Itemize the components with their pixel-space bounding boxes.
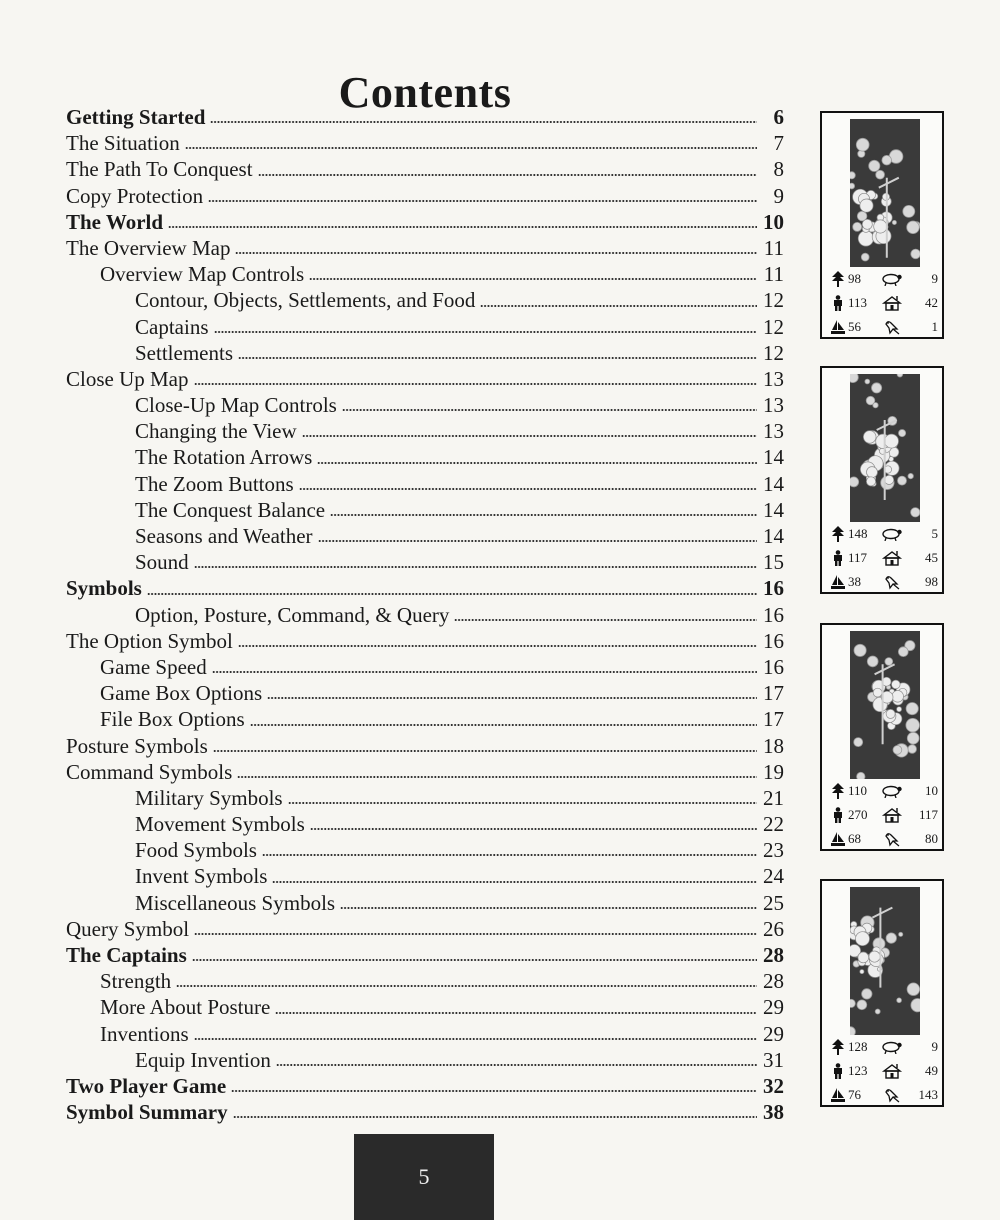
toc-entry-title: Contour, Objects, Settlements, and Food — [135, 288, 476, 313]
toc-entry-page: 38 — [763, 1100, 784, 1125]
minimap-panel — [820, 366, 944, 594]
man-icon — [828, 1063, 848, 1079]
toc-entry — [66, 418, 784, 444]
toc-entry-title: Option, Posture, Command, & Query — [135, 602, 450, 627]
minimap-panel — [820, 111, 944, 339]
toc-entry — [66, 497, 784, 523]
toc-leader-dots — [276, 1063, 757, 1067]
toc-entry — [66, 916, 784, 942]
toc-entry-title: Command Symbols — [66, 759, 233, 784]
stats-block — [828, 267, 940, 339]
toc-leader-dots — [214, 330, 758, 334]
stat-value: 10 — [925, 783, 938, 798]
stat-value: 113 — [848, 295, 868, 310]
toc-leader-dots — [208, 199, 757, 203]
tree-icon — [828, 1039, 848, 1055]
toc-entry-title: Equip Invention — [135, 1047, 271, 1072]
stat-value: 128 — [848, 1039, 868, 1054]
toc-leader-dots — [480, 304, 757, 308]
toc-entry — [66, 785, 784, 811]
stat-value: 76 — [848, 1087, 861, 1102]
toc-entry-title: File Box Options — [100, 707, 245, 732]
toc-entry-title: Settlements — [135, 340, 233, 365]
toc-leader-dots — [272, 880, 757, 884]
toc-entry-page: 13 — [763, 419, 784, 444]
toc-entry-page: 9 — [773, 183, 784, 208]
toc-entry — [66, 235, 784, 261]
minimap-panel — [820, 879, 944, 1107]
bird-icon — [880, 574, 904, 590]
toc-leader-dots — [147, 592, 757, 596]
stats-block — [828, 779, 940, 851]
toc-leader-dots — [176, 984, 757, 988]
toc-entry-page: 25 — [763, 890, 784, 915]
stat-value: 143 — [918, 1087, 938, 1102]
toc-leader-dots — [168, 225, 757, 229]
toc-leader-dots — [235, 251, 757, 255]
stat-value: 123 — [848, 1063, 868, 1078]
toc-entry-title: Game Speed — [100, 654, 207, 679]
toc-entry-title: Captains — [135, 314, 209, 339]
toc-entry-title: The Conquest Balance — [135, 497, 326, 522]
toc-entry-page: 14 — [763, 497, 784, 522]
toc-entry — [66, 183, 784, 209]
toc-entry-title: The Path To Conquest — [66, 157, 253, 182]
stat-row — [828, 522, 940, 546]
toc-entry-title: Food Symbols — [135, 838, 257, 863]
tree-icon — [828, 783, 848, 799]
stat-value: 117 — [918, 807, 938, 822]
toc-leader-dots — [194, 382, 758, 386]
toc-entry-page: 28 — [763, 969, 784, 994]
toc-entry — [66, 156, 784, 182]
toc-leader-dots — [454, 618, 757, 622]
toc-entry — [66, 1047, 784, 1073]
toc-leader-dots — [258, 173, 757, 177]
toc-leader-dots — [238, 644, 757, 648]
toc-entry-page: 12 — [763, 340, 784, 365]
toc-leader-dots — [185, 146, 757, 150]
toc-entry-page: 29 — [763, 995, 784, 1020]
toc-entry — [66, 811, 784, 837]
toc-entry-page: 22 — [763, 812, 784, 837]
stat-value: 98 — [848, 271, 861, 286]
house-icon — [880, 295, 904, 311]
stat-row — [828, 779, 940, 803]
stats-block — [828, 522, 940, 594]
man-icon — [828, 550, 848, 566]
toc-entry-title: Military Symbols — [135, 785, 283, 810]
stat-value: 110 — [848, 783, 868, 798]
toc-entry — [66, 628, 784, 654]
toc-entry-title: The Situation — [66, 131, 180, 156]
toc-entry-title: Two Player Game — [66, 1073, 227, 1098]
toc-entry-page: 19 — [763, 759, 784, 784]
toc-leader-dots — [210, 120, 757, 124]
toc-entry — [66, 994, 784, 1020]
toc-leader-dots — [250, 723, 757, 727]
stat-value: 68 — [848, 831, 861, 846]
toc-entry-title: Game Box Options — [100, 681, 263, 706]
toc-leader-dots — [237, 775, 757, 779]
toc-leader-dots — [330, 513, 757, 517]
toc-entry-page: 24 — [763, 864, 784, 889]
stat-row — [828, 291, 940, 315]
toc-entry — [66, 942, 784, 968]
boat-icon — [828, 574, 848, 590]
toc-entry — [66, 1099, 784, 1125]
toc-leader-dots — [317, 461, 757, 465]
toc-entry — [66, 1021, 784, 1047]
toc-entry — [66, 523, 784, 549]
tree-icon — [828, 271, 848, 287]
toc-entry — [66, 837, 784, 863]
toc-entry — [66, 209, 784, 235]
toc-entry — [66, 680, 784, 706]
toc-entry — [66, 575, 784, 601]
toc-entry-title: Inventions — [100, 1021, 189, 1046]
toc-entry-title: Symbols — [66, 576, 142, 601]
stat-value: 42 — [925, 295, 938, 310]
toc-leader-dots — [302, 434, 757, 438]
toc-leader-dots — [275, 1011, 757, 1015]
stat-value: 5 — [931, 526, 938, 541]
stat-row — [828, 803, 940, 827]
house-icon — [880, 550, 904, 566]
sheep-icon — [880, 784, 904, 798]
toc-entry-title: The World — [66, 209, 164, 234]
man-icon — [828, 807, 848, 823]
toc-leader-dots — [309, 277, 757, 281]
toc-entry-title: Symbol Summary — [66, 1100, 228, 1125]
toc-entry-title: The Option Symbol — [66, 628, 233, 653]
toc-entry-title: Strength — [100, 969, 172, 994]
toc-entry — [66, 706, 784, 732]
stat-value: 9 — [931, 271, 938, 286]
stat-value: 56 — [848, 319, 861, 334]
toc-leader-dots — [288, 801, 757, 805]
stat-row — [828, 570, 940, 594]
toc-entry — [66, 130, 784, 156]
toc-entry — [66, 104, 784, 130]
toc-leader-dots — [262, 853, 757, 857]
boat-icon — [828, 831, 848, 847]
toc-leader-dots — [342, 408, 757, 412]
stat-row — [828, 315, 940, 339]
toc-entry — [66, 549, 784, 575]
toc-entry-page: 10 — [763, 209, 784, 234]
toc-entry-title: Invent Symbols — [135, 864, 268, 889]
toc-entry-title: Overview Map Controls — [100, 262, 305, 287]
toc-entry — [66, 602, 784, 628]
toc-entry-page: 12 — [763, 314, 784, 339]
toc-entry-title: Getting Started — [66, 105, 206, 129]
toc-entry-page: 6 — [773, 105, 784, 129]
toc-entry-title: Copy Protection — [66, 183, 204, 208]
toc-entry-page: 14 — [763, 445, 784, 470]
page-title: Contents — [338, 68, 512, 118]
toc-entry-page: 7 — [773, 131, 784, 156]
page-number-box — [354, 1134, 494, 1220]
tree-icon — [828, 526, 848, 542]
boat-icon — [828, 319, 848, 335]
toc-entry-title: The Zoom Buttons — [135, 471, 294, 496]
toc-entry-page: 16 — [763, 628, 784, 653]
toc-entry — [66, 287, 784, 313]
toc-entry-page: 26 — [763, 916, 784, 941]
stat-value: 38 — [848, 574, 861, 589]
toc-entry-page: 15 — [763, 550, 784, 575]
stats-block — [828, 1035, 940, 1107]
toc-entry-title: Posture Symbols — [66, 733, 208, 758]
stat-row — [828, 267, 940, 291]
toc-entry-page: 16 — [763, 602, 784, 627]
toc-entry-title: Close-Up Map Controls — [135, 393, 337, 418]
toc-entry — [66, 340, 784, 366]
toc-entry-page: 17 — [763, 681, 784, 706]
toc-leader-dots — [310, 827, 757, 831]
stat-value: 270 — [848, 807, 868, 822]
toc-leader-dots — [299, 487, 757, 491]
toc-entry — [66, 968, 784, 994]
toc-entry — [66, 314, 784, 340]
toc-entry-page: 18 — [763, 733, 784, 758]
toc-entry-page: 29 — [763, 1021, 784, 1046]
toc-leader-dots — [318, 539, 757, 543]
toc-entry-page: 31 — [763, 1047, 784, 1072]
toc-entry — [66, 261, 784, 287]
toc-entry — [66, 392, 784, 418]
stat-value: 117 — [848, 550, 868, 565]
stat-row — [828, 546, 940, 570]
toc-entry — [66, 444, 784, 470]
minimap-panel — [820, 623, 944, 851]
toc-leader-dots — [194, 1037, 757, 1041]
toc-entry-page: 23 — [763, 838, 784, 863]
sheep-icon — [880, 527, 904, 541]
stat-value: 148 — [848, 526, 868, 541]
minimap-image — [850, 374, 920, 522]
toc-entry — [66, 366, 784, 392]
stat-row — [828, 1059, 940, 1083]
toc-entry-title: Movement Symbols — [135, 812, 305, 837]
toc-entry-page: 21 — [763, 785, 784, 810]
minimap-image — [850, 119, 920, 267]
toc-leader-dots — [238, 356, 757, 360]
toc-entry — [66, 471, 784, 497]
toc-entry-title: Miscellaneous Symbols — [135, 890, 336, 915]
boat-icon — [828, 1087, 848, 1103]
bird-icon — [880, 1087, 904, 1103]
toc-entry-title: The Captains — [66, 943, 187, 967]
toc-leader-dots — [233, 1115, 757, 1119]
toc-entry-page: 17 — [763, 707, 784, 732]
stat-value: 1 — [931, 319, 938, 334]
toc-entry-title: The Overview Map — [66, 235, 231, 260]
toc-entry-page: 32 — [763, 1073, 784, 1098]
toc-leader-dots — [212, 670, 757, 674]
sheep-icon — [880, 1040, 904, 1054]
stat-value: 45 — [925, 550, 938, 565]
table-of-contents — [66, 104, 784, 1125]
man-icon — [828, 295, 848, 311]
toc-leader-dots — [231, 1089, 757, 1093]
toc-entry-title: The Rotation Arrows — [135, 445, 313, 470]
page-number: 5 — [418, 1164, 430, 1189]
toc-leader-dots — [194, 932, 757, 936]
toc-entry-page: 14 — [763, 471, 784, 496]
toc-entry-page: 28 — [763, 943, 784, 967]
house-icon — [880, 807, 904, 823]
stat-row — [828, 1035, 940, 1059]
toc-entry-title: Sound — [135, 550, 189, 575]
toc-entry — [66, 759, 784, 785]
toc-leader-dots — [340, 906, 757, 910]
toc-entry-page: 11 — [763, 235, 784, 260]
stat-row — [828, 827, 940, 851]
stat-row — [828, 1083, 940, 1107]
bird-icon — [880, 831, 904, 847]
minimap-image — [850, 631, 920, 779]
toc-entry-title: Changing the View — [135, 419, 297, 444]
toc-entry-page: 11 — [763, 262, 784, 287]
toc-entry-title: Close Up Map — [66, 366, 189, 391]
toc-entry-page: 16 — [763, 576, 784, 601]
toc-entry-page: 16 — [763, 654, 784, 679]
toc-entry-page: 13 — [763, 393, 784, 418]
stat-value: 80 — [925, 831, 938, 846]
toc-entry-page: 14 — [763, 524, 784, 548]
toc-leader-dots — [194, 565, 757, 569]
toc-entry-title: Query Symbol — [66, 916, 190, 941]
toc-leader-dots — [213, 749, 757, 753]
toc-entry-page: 8 — [773, 157, 784, 182]
toc-entry — [66, 1073, 784, 1099]
toc-leader-dots — [267, 696, 757, 700]
toc-entry — [66, 654, 784, 680]
toc-entry-title: More About Posture — [100, 995, 271, 1020]
stat-value: 9 — [931, 1039, 938, 1054]
minimap-image — [850, 887, 920, 1035]
house-icon — [880, 1063, 904, 1079]
bird-icon — [880, 319, 904, 335]
stat-value: 49 — [925, 1063, 938, 1078]
toc-entry-title: Seasons and Weather — [135, 524, 313, 548]
toc-entry-page: 13 — [763, 366, 784, 391]
sheep-icon — [880, 272, 904, 286]
toc-entry — [66, 890, 784, 916]
toc-entry — [66, 863, 784, 889]
toc-leader-dots — [192, 958, 757, 962]
toc-entry-page: 12 — [763, 288, 784, 313]
toc-entry — [66, 733, 784, 759]
stat-value: 98 — [925, 574, 938, 589]
